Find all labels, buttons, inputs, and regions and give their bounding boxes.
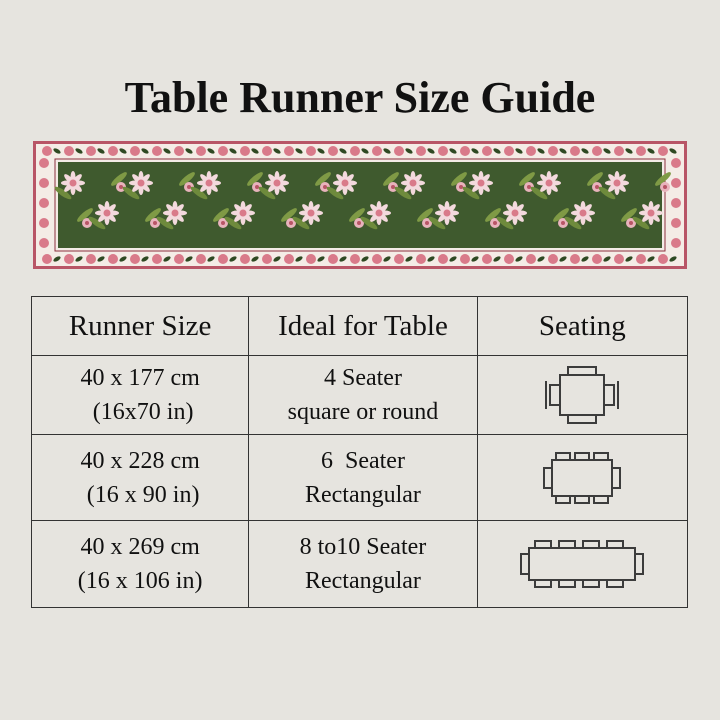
size-guide-table [31,296,688,608]
header-ideal-for-table: Ideal for Table [249,297,477,356]
runner-size-cell: 40 x 228 cm (16 x 90 in) [32,435,249,521]
page-title: Table Runner Size Guide [124,73,596,122]
runner-size-cell: 40 x 269 cm (16 x 106 in) [32,521,249,608]
seating-cell [477,435,687,521]
seating-cell [477,356,687,435]
ideal-table-cell: 4 Seater square or round [249,356,477,435]
header-seating: Seating [477,297,687,356]
table-row [32,435,688,521]
ten-seater-table-icon [519,538,645,590]
table-header-row [32,297,688,356]
header-runner-size: Runner Size [32,297,249,356]
ideal-table-cell: 6 Seater Rectangular [249,435,477,521]
runner-size-cell: 40 x 177 cm (16x70 in) [32,356,249,435]
table-row [32,521,688,608]
table-row [32,356,688,435]
four-seater-table-icon [544,363,620,427]
seating-cell [477,521,687,608]
six-seater-table-icon [542,450,622,506]
ideal-table-cell: 8 to10 Seater Rectangular [249,521,477,608]
table-runner-image [33,141,687,269]
